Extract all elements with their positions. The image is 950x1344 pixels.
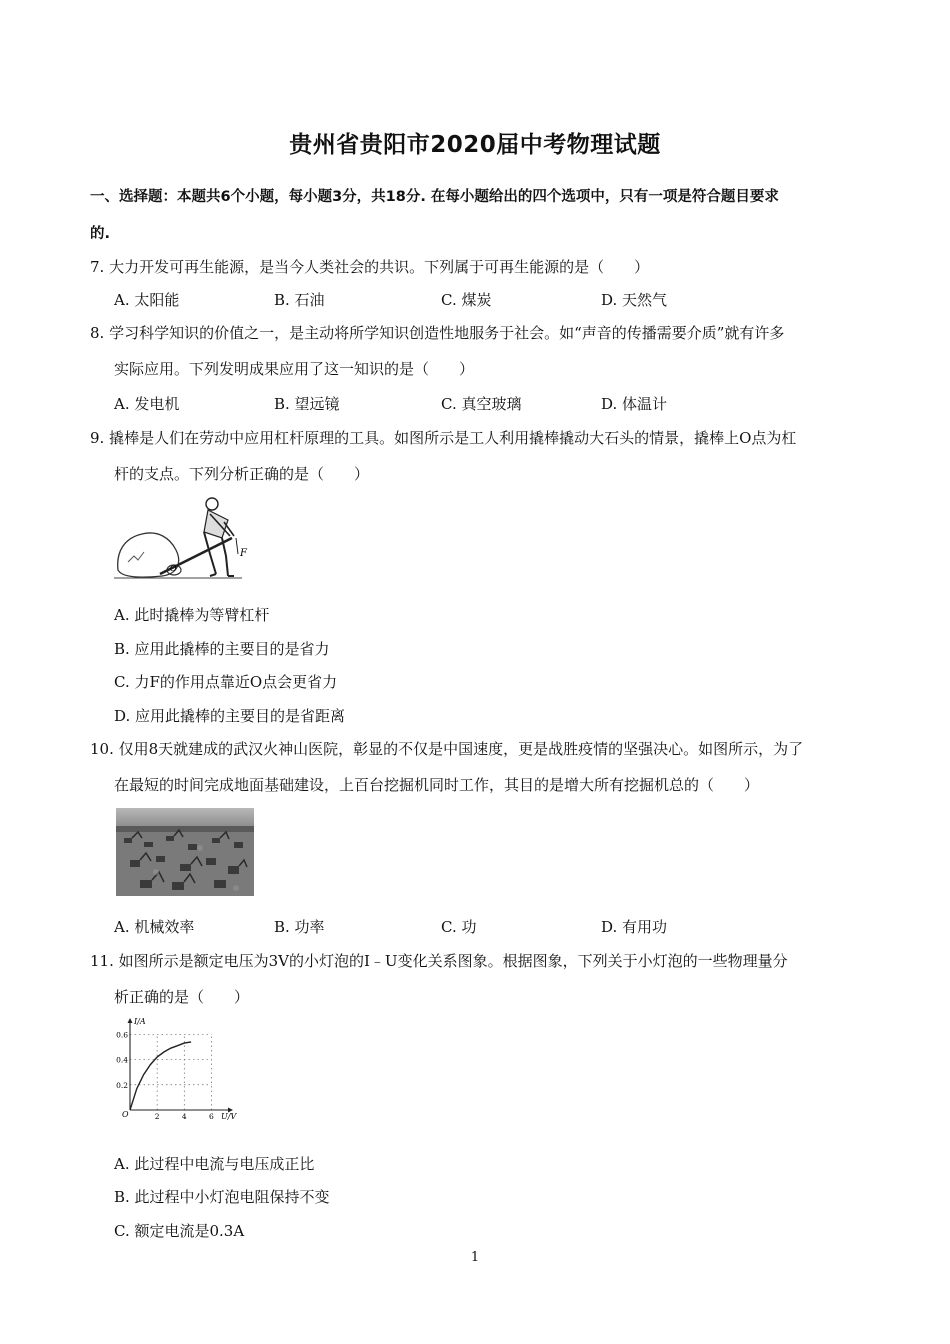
y-tick-label: 0.4 [116, 1055, 128, 1065]
q9-option-d: D. 应用此撬棒的主要目的是省距离 [114, 707, 346, 725]
fulcrum-label: O [170, 564, 177, 573]
question-10-stem-line1: 10. 仅用8天就建成的武汉火神山医院，彰显的不仅是中国速度，更是战胜疫情的坚强决心。如图所示，为了 [90, 740, 804, 758]
q11-option-b: B. 此过程中小灯泡电阻保持不变 [114, 1188, 330, 1206]
q11-option-c: C. 额定电流是0.3A [114, 1222, 245, 1240]
y-axis-label: I/A [134, 1018, 146, 1026]
q8-option-c: C. 真空玻璃 [441, 395, 522, 413]
page-title: 贵州省贵阳市2020届中考物理试题 [289, 132, 661, 158]
excavators-photo [116, 808, 254, 896]
question-8-stem-line2: 实际应用。下列发明成果应用了这一知识的是（ ） [114, 360, 475, 378]
q9-option-b: B. 应用此撬棒的主要目的是省力 [114, 640, 330, 658]
q7-option-a: A. 太阳能 [114, 291, 180, 309]
q7-option-d: D. 天然气 [601, 291, 668, 309]
question-11-stem-line2: 析正确的是（ ） [114, 988, 250, 1006]
crowbar-figure [112, 492, 262, 584]
q11-option-a: A. 此过程中电流与电压成正比 [114, 1155, 315, 1173]
question-8-stem-line1: 8. 学习科学知识的价值之一，是主动将所学知识创造性地服务于社会。如“声音的传播需要介质”就有许多 [90, 324, 785, 342]
x-tick-label: 6 [209, 1112, 214, 1121]
x-tick-label: 4 [181, 1112, 187, 1121]
q8-option-b: B. 望远镜 [274, 395, 340, 413]
x-tick-label: 2 [154, 1112, 160, 1121]
q8-option-d: D. 体温计 [601, 395, 668, 413]
q7-option-b: B. 石油 [274, 291, 325, 309]
question-9-stem-line2: 杆的支点。下列分析正确的是（ ） [114, 465, 370, 483]
y-axis-arrow [128, 1018, 133, 1023]
q10-option-c: C. 功 [441, 918, 477, 936]
question-11-stem-line1: 11. 如图所示是额定电压为3V的小灯泡的I﹣U变化关系图象。根据图象，下列关于小灯泡的一些物理量分 [90, 952, 788, 970]
q10-option-a: A. 机械效率 [114, 918, 195, 936]
q10-option-b: B. 功率 [274, 918, 325, 936]
y-tick-label: 0.6 [116, 1030, 128, 1040]
y-tick-label: 0.2 [116, 1080, 128, 1090]
worker-head [206, 498, 218, 510]
force-label: F [240, 548, 247, 559]
section-heading-line1: 一、选择题：本题共6个小题，每小题3分，共18分. 在每小题给出的四个选项中，只有一项是符合题目要求 [90, 189, 779, 205]
iu-curve [130, 1042, 191, 1110]
question-10-stem-line2: 在最短的时间完成地面基础建设，上百台挖掘机同时工作，其目的是增大所有挖掘机总的（ ） [114, 776, 760, 794]
q7-option-c: C. 煤炭 [441, 291, 492, 309]
q10-option-d: D. 有用功 [601, 918, 668, 936]
page-number: 1 [470, 1250, 480, 1265]
section-heading-line2: 的. [90, 226, 111, 242]
origin-label: O [122, 1110, 129, 1119]
iu-chart [112, 1018, 242, 1122]
q8-option-a: A. 发电机 [114, 395, 180, 413]
question-9-stem-line1: 9. 撬棒是人们在劳动中应用杠杆原理的工具。如图所示是工人利用撬棒撬动大石头的情景，撬棒上O点为杠 [90, 429, 797, 447]
question-7-stem: 7. 大力开发可再生能源，是当今人类社会的共识。下列属于可再生能源的是（ ） [90, 258, 650, 276]
q9-option-a: A. 此时撬棒为等臂杠杆 [114, 606, 270, 624]
x-axis-label: U/V [221, 1112, 237, 1121]
worker-body [204, 510, 228, 538]
q9-option-c: C. 力F的作用点靠近O点会更省力 [114, 673, 338, 691]
worker-legs [204, 532, 228, 576]
